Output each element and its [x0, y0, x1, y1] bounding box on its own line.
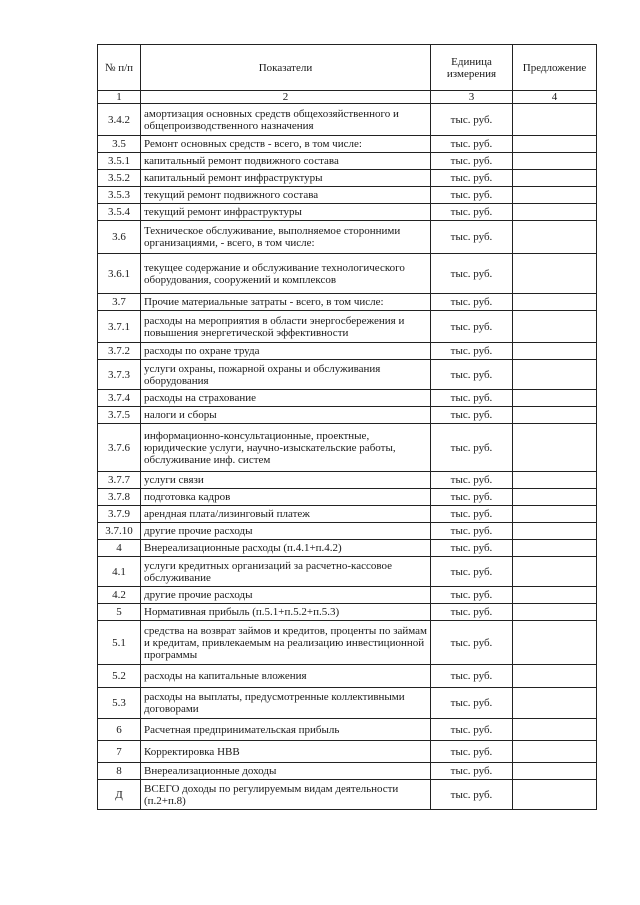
row-unit: тыс. руб.: [431, 204, 513, 221]
row-number: 3.7.6: [98, 424, 141, 472]
row-indicator: Корректировка НВВ: [141, 741, 431, 763]
row-unit: тыс. руб.: [431, 221, 513, 254]
row-proposal: [513, 763, 597, 780]
row-unit: тыс. руб.: [431, 424, 513, 472]
row-proposal: [513, 136, 597, 153]
row-number: 5.1: [98, 621, 141, 665]
row-indicator: Внереализационные расходы (п.4.1+п.4.2): [141, 540, 431, 557]
row-number: 3.7.9: [98, 506, 141, 523]
table-row: [98, 587, 597, 604]
row-number: 3.7.4: [98, 390, 141, 407]
row-number: 7: [98, 741, 141, 763]
row-unit: тыс. руб.: [431, 360, 513, 390]
row-proposal: [513, 489, 597, 506]
row-unit: тыс. руб.: [431, 136, 513, 153]
row-proposal: [513, 311, 597, 343]
row-unit: тыс. руб.: [431, 665, 513, 688]
table-row: [98, 489, 597, 506]
table-row: [98, 557, 597, 587]
row-proposal: [513, 780, 597, 810]
table-row: [98, 688, 597, 719]
row-number: 3.5.1: [98, 153, 141, 170]
row-proposal: [513, 294, 597, 311]
table-row: [98, 604, 597, 621]
row-proposal: [513, 540, 597, 557]
row-number: 3.5.3: [98, 187, 141, 204]
row-number: 3.7.2: [98, 343, 141, 360]
row-indicator: текущий ремонт инфраструктуры: [141, 204, 431, 221]
row-number: 3.7.5: [98, 407, 141, 424]
row-unit: тыс. руб.: [431, 390, 513, 407]
row-number: Д: [98, 780, 141, 810]
row-unit: тыс. руб.: [431, 523, 513, 540]
row-unit: тыс. руб.: [431, 587, 513, 604]
row-indicator: Расчетная предпринимательская прибыль: [141, 719, 431, 741]
row-unit: тыс. руб.: [431, 489, 513, 506]
row-unit: тыс. руб.: [431, 472, 513, 489]
row-number: 3.7.3: [98, 360, 141, 390]
row-number: 3.6.1: [98, 254, 141, 294]
row-indicator: расходы по охране труда: [141, 343, 431, 360]
row-indicator: Техническое обслуживание, выполняемое сторонними организациями, - всего, в том числе:: [141, 221, 431, 254]
row-proposal: [513, 472, 597, 489]
row-indicator: налоги и сборы: [141, 407, 431, 424]
row-proposal: [513, 343, 597, 360]
row-number: 3.7.10: [98, 523, 141, 540]
row-proposal: [513, 523, 597, 540]
row-indicator: другие прочие расходы: [141, 523, 431, 540]
row-indicator: текущий ремонт подвижного состава: [141, 187, 431, 204]
row-unit: тыс. руб.: [431, 170, 513, 187]
table-row: [98, 390, 597, 407]
row-proposal: [513, 390, 597, 407]
row-proposal: [513, 506, 597, 523]
row-unit: тыс. руб.: [431, 540, 513, 557]
row-proposal: [513, 665, 597, 688]
table-row: [98, 780, 597, 810]
row-number: 3.5.2: [98, 170, 141, 187]
row-proposal: [513, 254, 597, 294]
header-unit: Единица измерения: [431, 45, 513, 91]
table-row: [98, 665, 597, 688]
table-row: [98, 294, 597, 311]
row-indicator: услуги кредитных организаций за расчетно-кассовое обслуживание: [141, 557, 431, 587]
row-unit: тыс. руб.: [431, 407, 513, 424]
row-unit: тыс. руб.: [431, 763, 513, 780]
table-row: [98, 254, 597, 294]
row-indicator: ВСЕГО доходы по регулируемым видам деятельности (п.2+п.8): [141, 780, 431, 810]
table-row: [98, 136, 597, 153]
row-indicator: Нормативная прибыль (п.5.1+п.5.2+п.5.3): [141, 604, 431, 621]
row-proposal: [513, 621, 597, 665]
row-number: 3.4.2: [98, 104, 141, 136]
table-row: [98, 187, 597, 204]
row-indicator: арендная плата/лизинговый платеж: [141, 506, 431, 523]
row-unit: тыс. руб.: [431, 719, 513, 741]
row-number: 5: [98, 604, 141, 621]
row-unit: тыс. руб.: [431, 153, 513, 170]
row-number: 5.2: [98, 665, 141, 688]
row-indicator: услуги связи: [141, 472, 431, 489]
row-number: 3.7.7: [98, 472, 141, 489]
row-number: 4.1: [98, 557, 141, 587]
row-unit: тыс. руб.: [431, 688, 513, 719]
row-number: 3.7.1: [98, 311, 141, 343]
row-indicator: капитальный ремонт подвижного состава: [141, 153, 431, 170]
row-indicator: Ремонт основных средств - всего, в том числе:: [141, 136, 431, 153]
table-row: [98, 472, 597, 489]
table-row: [98, 153, 597, 170]
row-number: 3.5: [98, 136, 141, 153]
row-unit: тыс. руб.: [431, 621, 513, 665]
row-proposal: [513, 688, 597, 719]
table-row: [98, 506, 597, 523]
row-proposal: [513, 221, 597, 254]
row-indicator: расходы на выплаты, предусмотренные коллективными договорами: [141, 688, 431, 719]
row-indicator: средства на возврат займов и кредитов, проценты по займам и кредитам, привлекаемым на реализацию инвестиционной программы: [141, 621, 431, 665]
row-proposal: [513, 604, 597, 621]
row-proposal: [513, 424, 597, 472]
row-proposal: [513, 557, 597, 587]
row-indicator: Внереализационные доходы: [141, 763, 431, 780]
row-indicator: текущее содержание и обслуживание технологического оборудования, сооружений и комплексов: [141, 254, 431, 294]
row-proposal: [513, 187, 597, 204]
row-proposal: [513, 204, 597, 221]
table-row: [98, 621, 597, 665]
row-unit: тыс. руб.: [431, 604, 513, 621]
column-index: 1: [98, 91, 141, 104]
table-row: [98, 540, 597, 557]
row-unit: тыс. руб.: [431, 343, 513, 360]
row-indicator: расходы на мероприятия в области энергосбережения и повышения энергетической эффективности: [141, 311, 431, 343]
column-index: 2: [141, 91, 431, 104]
row-proposal: [513, 360, 597, 390]
table-row: [98, 741, 597, 763]
table-row: [98, 360, 597, 390]
column-index: 3: [431, 91, 513, 104]
row-proposal: [513, 104, 597, 136]
row-indicator: расходы на капитальные вложения: [141, 665, 431, 688]
indicators-table: [97, 44, 597, 810]
table-row: [98, 424, 597, 472]
row-unit: тыс. руб.: [431, 557, 513, 587]
row-indicator: информационно-консультационные, проектные, юридические услуги, научно-изыскательские работы, обслуживание инф. систем: [141, 424, 431, 472]
row-unit: тыс. руб.: [431, 254, 513, 294]
row-unit: тыс. руб.: [431, 294, 513, 311]
row-proposal: [513, 719, 597, 741]
table-row: [98, 719, 597, 741]
row-unit: тыс. руб.: [431, 780, 513, 810]
row-unit: тыс. руб.: [431, 311, 513, 343]
row-number: 4: [98, 540, 141, 557]
table-row: [98, 763, 597, 780]
column-index: 4: [513, 91, 597, 104]
row-number: 3.6: [98, 221, 141, 254]
column-index-row: [98, 91, 597, 104]
row-proposal: [513, 407, 597, 424]
row-number: 5.3: [98, 688, 141, 719]
row-number: 8: [98, 763, 141, 780]
row-unit: тыс. руб.: [431, 187, 513, 204]
row-indicator: Прочие материальные затраты - всего, в том числе:: [141, 294, 431, 311]
header-proposal: Предложение: [513, 45, 597, 91]
row-proposal: [513, 587, 597, 604]
table-row: [98, 523, 597, 540]
row-indicator: услуги охраны, пожарной охраны и обслуживания оборудования: [141, 360, 431, 390]
header-indicator: Показатели: [141, 45, 431, 91]
table-row: [98, 407, 597, 424]
row-indicator: другие прочие расходы: [141, 587, 431, 604]
row-number: 3.7: [98, 294, 141, 311]
row-indicator: амортизация основных средств общехозяйственного и общепроизводственного назначения: [141, 104, 431, 136]
row-indicator: капитальный ремонт инфраструктуры: [141, 170, 431, 187]
table-row: [98, 221, 597, 254]
row-number: 4.2: [98, 587, 141, 604]
row-number: 6: [98, 719, 141, 741]
row-number: 3.7.8: [98, 489, 141, 506]
table-row: [98, 204, 597, 221]
header-number: № п/п: [98, 45, 141, 91]
row-unit: тыс. руб.: [431, 506, 513, 523]
table-row: [98, 104, 597, 136]
row-proposal: [513, 153, 597, 170]
row-indicator: подготовка кадров: [141, 489, 431, 506]
table-header-row: [98, 45, 597, 91]
table-row: [98, 170, 597, 187]
table-row: [98, 311, 597, 343]
row-unit: тыс. руб.: [431, 741, 513, 763]
table-row: [98, 343, 597, 360]
row-number: 3.5.4: [98, 204, 141, 221]
row-unit: тыс. руб.: [431, 104, 513, 136]
row-proposal: [513, 170, 597, 187]
row-proposal: [513, 741, 597, 763]
row-indicator: расходы на страхование: [141, 390, 431, 407]
